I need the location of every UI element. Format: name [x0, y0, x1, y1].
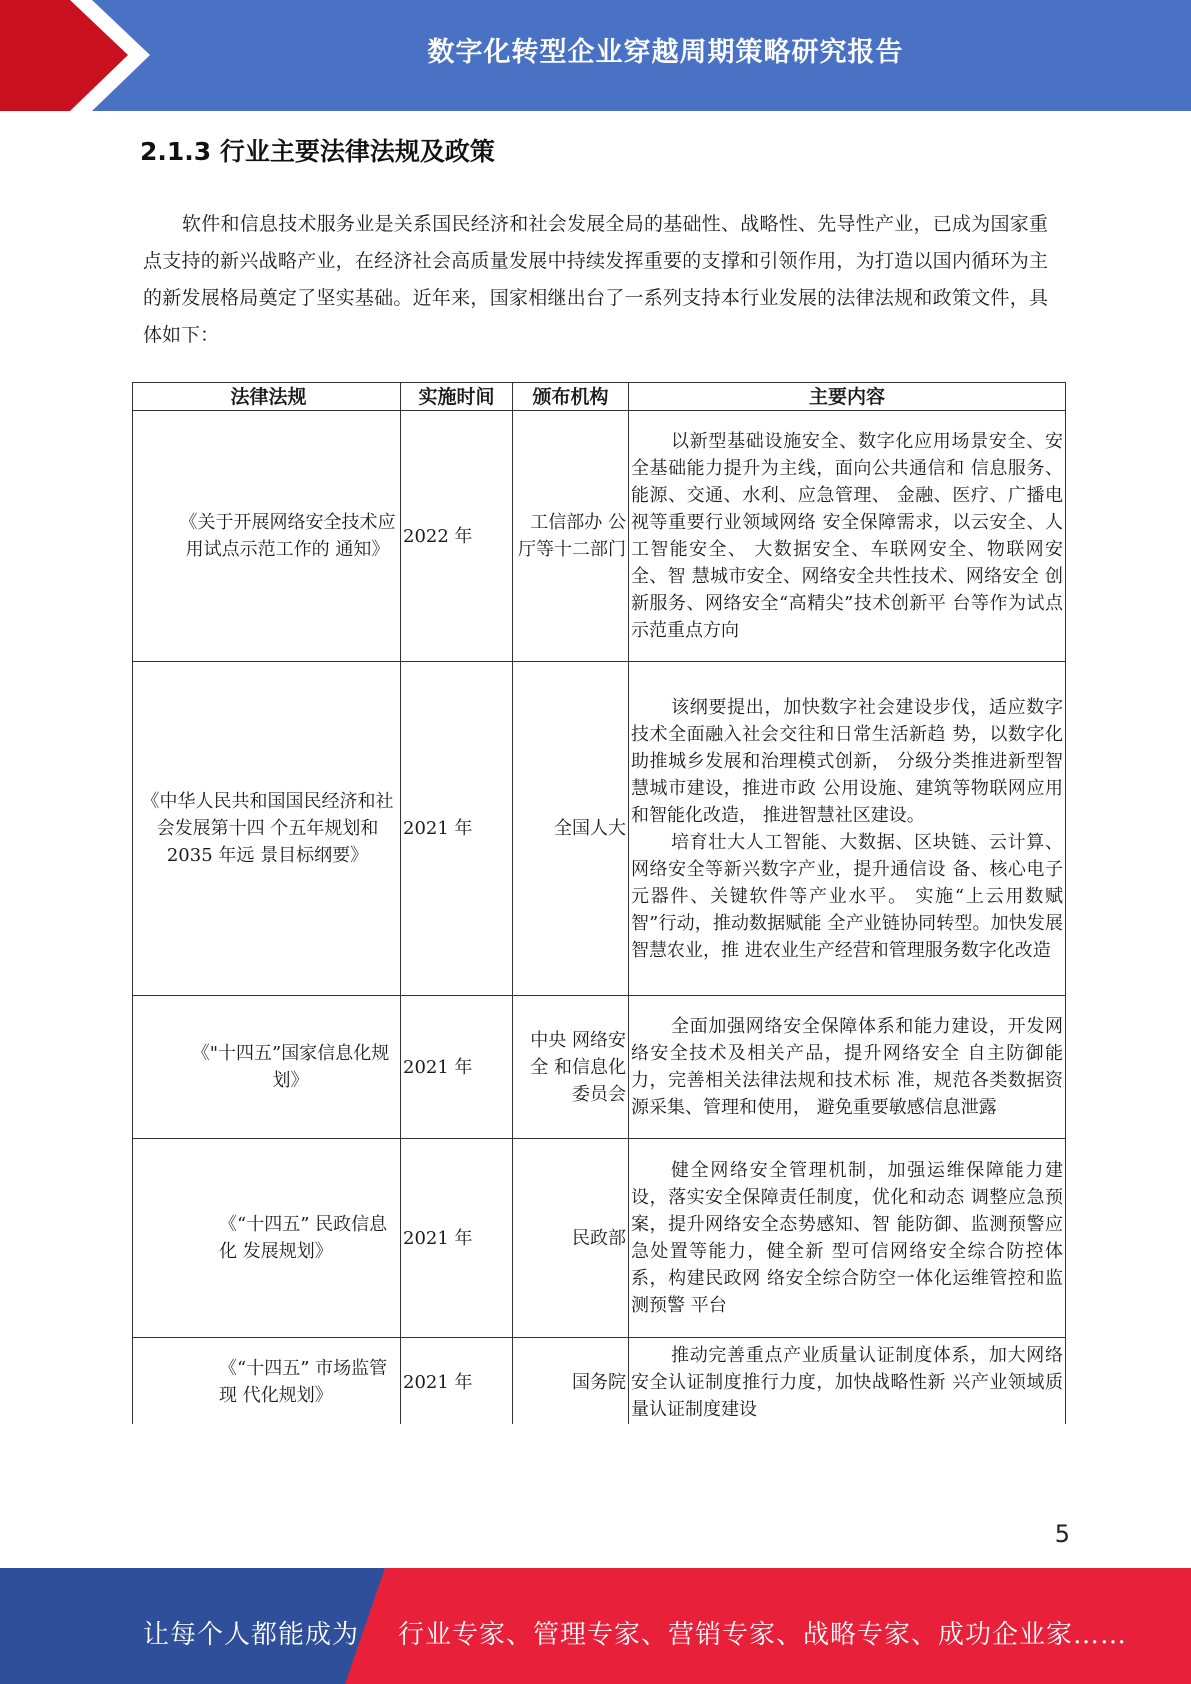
table-row	[133, 1338, 1066, 1427]
content-paragraph: 以新型基础设施安全、数字化应用场景安全、安全基础能力提升为主线，面向公共通信和 信息服务、能源、交通、水利、应急管理、 金融、医疗、广播电视等重要行业领域网络 安全保障需求，以云安全、人工智能安全、 大数据安全、车联网安全、物联网安全、智 慧城市安全、网络安全共性技术、网络安全 创新服务、网络安全“高精尖”技术创新平 台等作为试点示范重点方向	[631, 431, 1063, 641]
policy-table	[132, 382, 1066, 1427]
main-content-cell	[629, 1139, 1066, 1338]
table-row	[133, 411, 1066, 662]
issuing-authority-cell: 民政部	[513, 1139, 629, 1338]
column-header-law: 法律法规	[133, 383, 401, 411]
page-number: 5	[1054, 1520, 1070, 1548]
main-content-cell	[629, 411, 1066, 662]
law-name-cell: 《"十四五”国家信息化规划》	[133, 996, 401, 1139]
content-paragraph: 培育壮大人工智能、大数据、区块链、云计算、网络安全等新兴数字产业，提升通信设 备、核心电子元器件、关键软件等产业水平。 实施“上云用数赋智”行动，推动数据赋能 全产业链协同转型。加快发展智慧农业，推 进农业生产经营和管理服务数字化改造	[631, 831, 1063, 961]
footer-slogan-roles: 行业专家、管理专家、营销专家、战略专家、成功企业家……	[398, 1620, 1128, 1650]
report-title: 数字化转型企业穿越周期策略研究报告	[427, 37, 904, 68]
main-content-cell	[629, 1338, 1066, 1427]
effective-time-cell: 2022 年	[401, 411, 513, 662]
table-row	[133, 1139, 1066, 1338]
content-paragraph: 健全网络安全管理机制，加强运维保障能力建设，落实安全保障责任制度，优化和动态 调整应急预案，提升网络安全态势感知、智 能防御、监测预警应急处置等能力，健全新 型可信网络安全综合防控体系，构建民政网 络安全综合防空一体化运维管控和监测预警 平台	[631, 1160, 1063, 1316]
effective-time-cell: 2021 年	[401, 662, 513, 996]
law-name-cell: 《“十四五” 市场监管现 代化规划》	[133, 1338, 401, 1427]
issuing-authority-cell: 全国人大	[513, 662, 629, 996]
page-break-mask	[0, 1424, 1191, 1444]
content-paragraph: 该纲要提出，加快数字社会建设步伐，适应数字技术全面融入社会交往和日常生活新趋 势，以数字化助推城乡发展和治理模式创新， 分级分类推进新型智慧城市建设，推进市政 公用设施、建筑等物联网应用和智能化改造， 推进智慧社区建设。	[631, 696, 1063, 826]
column-header-time: 实施时间	[401, 383, 513, 411]
main-content-cell	[629, 662, 1066, 996]
content-paragraph: 全面加强网络安全保障体系和能力建设，开发网络安全技术及相关产品，提升网络安全 自主防御能力，完善相关法律法规和技术标 准，规范各类数据资源采集、管理和使用， 避免重要敏感信息泄露	[631, 1016, 1063, 1118]
column-header-org: 颁布机构	[513, 383, 629, 411]
table-row	[133, 996, 1066, 1139]
intro-paragraph: 软件和信息技术服务业是关系国民经济和社会发展全局的基础性、战略性、先导性产业，已成为国家重点支持的新兴战略产业，在经济社会高质量发展中持续发挥重要的支撑和引领作用，为打造以国内循环为主的新发展格局奠定了坚实基础。近年来，国家相继出台了一系列支持本行业发展的法律法规和政策文件，具体如下：	[143, 213, 1048, 346]
issuing-authority-cell: 中央 网络安全 和信息化 委员会	[513, 996, 629, 1139]
section-heading: 2.1.3 行业主要法律法规及政策	[140, 137, 495, 166]
effective-time-cell: 2021 年	[401, 1338, 513, 1427]
content-paragraph: 推动完善重点产业质量认证制度体系，加大网络安全认证制度推行力度，加快战略性新 兴产业领域质量认证制度建设	[631, 1344, 1063, 1420]
footer-slogan-lead: 让每个人都能成为	[143, 1620, 360, 1650]
effective-time-cell: 2021 年	[401, 996, 513, 1139]
column-header-content: 主要内容	[629, 383, 1066, 411]
issuing-authority-cell: 国务院	[513, 1338, 629, 1427]
issuing-authority-cell: 工信部办 公厅等十二部门	[513, 411, 629, 662]
table-row	[133, 662, 1066, 996]
law-name-cell: 《“十四五” 民政信息化 发展规划》	[133, 1139, 401, 1338]
table-header-row	[133, 383, 1066, 411]
law-name-cell: 《中华人民共和国国民经济和社会发展第十四 个五年规划和 2035 年远 景目标纲要》	[133, 662, 401, 996]
effective-time-cell: 2021 年	[401, 1139, 513, 1338]
main-content-cell	[629, 996, 1066, 1139]
law-name-cell: 《关于开展网络安全技术应用试点示范工作的 通知》	[133, 411, 401, 662]
header-red-chevron	[0, 0, 160, 111]
